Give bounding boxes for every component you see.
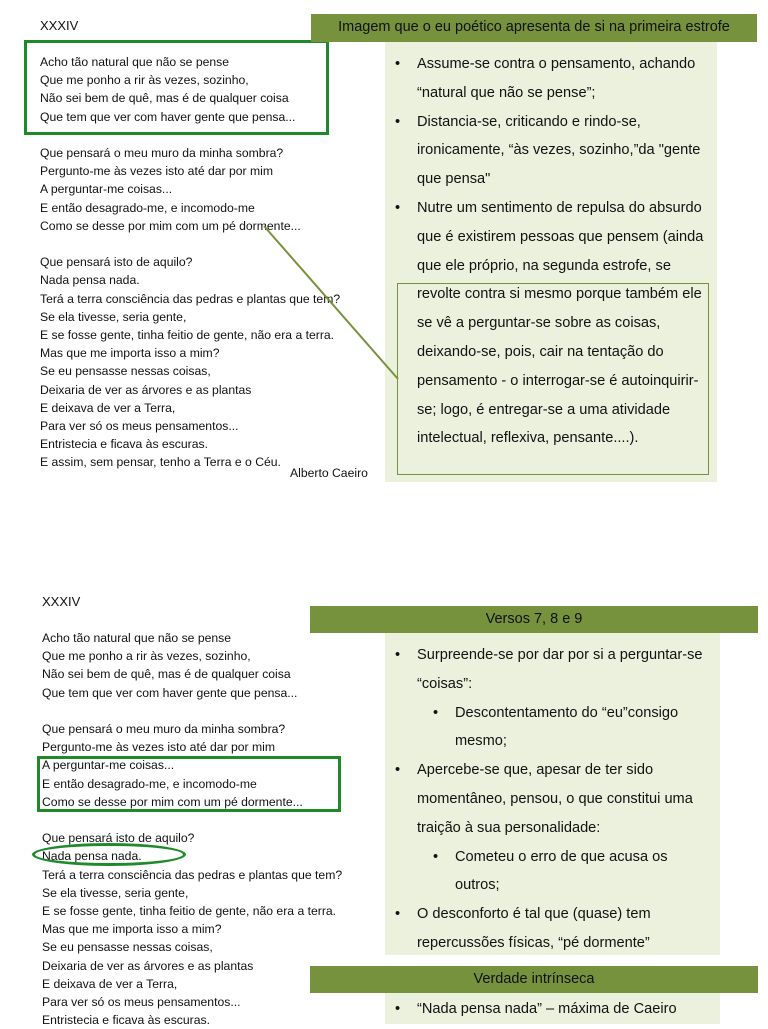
header-bar-verses: Versos 7, 8 e 9: [310, 606, 758, 633]
bullet-item: • Descontentamento do “eu”consigo mesmo;: [455, 699, 710, 757]
bullet-item: • Apercebe-se que, apesar de ter sido momentâneo, pensou, o que constitui uma traição à sua personalidade:: [417, 756, 710, 842]
poem-line: Deixaria de ver as árvores e as plantas: [40, 382, 252, 397]
poem-line: A perguntar-me coisas...: [40, 182, 173, 197]
poem-line: Que tem que ver com haver gente que pensa...: [42, 685, 298, 700]
sub-list-wrapper: [417, 843, 710, 901]
bullet-item: • Nutre um sentimento de repulsa do absurdo que é existirem pessoas que pensem (ainda que ele próprio, na segunda estrofe, se revolte contra si mesmo porque também ele se vê a perguntar-se sobre as coisas, deixando-se, pois, cair na tentação do pensamento - o interrogar-se é autoinquirir-se; logo, é entregar-se a uma atividade intelectual, reflexiva, pensante....).: [417, 194, 707, 453]
poem-line: Se eu pensasse nessas coisas,: [42, 940, 213, 955]
poem-line: E se fosse gente, tinha feitio de gente, não era a terra.: [40, 328, 335, 343]
verses-highlight-box: [37, 756, 341, 812]
poem-line: E então desagrado-me, e incomodo-me: [42, 776, 257, 791]
poem-line: E se fosse gente, tinha feitio de gente, não era a terra.: [42, 904, 337, 919]
poem-line: E então desagrado-me, e incomodo-me: [40, 200, 255, 215]
poem-author: Alberto Caeiro: [290, 466, 368, 480]
poem-line: Que pensará isto de aquilo?: [42, 831, 195, 846]
poem-line: Pergunto-me às vezes isto até dar por mim: [42, 740, 276, 755]
sub-list-wrapper: [417, 699, 710, 757]
stanza-gap: [42, 702, 342, 720]
poem-line: E deixava de ver a Terra,: [42, 976, 178, 991]
poem-line: E assim, sem pensar, tenho a Terra e o Céu.: [40, 455, 281, 470]
bullet-item: • “Nada pensa nada” – máxima de Caeiro: [417, 995, 710, 1024]
poem-line: Acho tão natural que não se pense: [42, 631, 232, 645]
poem-line: Pergunto-me às vezes isto até dar por mim: [40, 164, 274, 179]
poem-line: Se ela tivesse, seria gente,: [42, 885, 189, 900]
bullet-item: • O desconforto é tal que (quase) tem repercussões físicas, “pé dormente”: [417, 900, 710, 958]
poem-line: Que me ponho a rir às vezes, sozinho,: [40, 73, 249, 88]
poem-line: E deixava de ver a Terra,: [40, 400, 176, 415]
phrase-highlight-ellipse: [32, 843, 186, 866]
poem-line: Que me ponho a rir às vezes, sozinho,: [42, 649, 251, 664]
poem-line: Que pensará o meu muro da minha sombra?: [42, 722, 286, 736]
poem-line: Que tem que ver com haver gente que pensa...: [40, 109, 296, 124]
poem-line: Nada pensa nada.: [40, 273, 140, 288]
bullet-item: • Surpreende-se por dar por si a perguntar-se “coisas”:: [417, 641, 710, 699]
poem-line: Se eu pensasse nessas coisas,: [40, 364, 211, 379]
poem-line: Acho tão natural que não se pense: [40, 55, 230, 69]
poem-line: Como se desse por mim com um pé dormente...: [40, 218, 301, 233]
stanza-gap: [42, 811, 342, 829]
poem-line: Terá a terra consciência das pedras e plantas que tem?: [42, 867, 343, 882]
poem-line: Não sei bem de quê, mas é de qualquer coisa: [40, 91, 289, 106]
poem-line: Entristecia e ficava às escuras.: [42, 1013, 210, 1028]
poem-line: Que pensará o meu muro da minha sombra?: [40, 146, 284, 160]
poem-line: Terá a terra consciência das pedras e plantas que tem?: [40, 291, 341, 306]
poem-number: XXXIV: [40, 18, 79, 33]
sub-list: [417, 699, 710, 757]
analysis-panel-3: [385, 993, 720, 1024]
poem-line: Não sei bem de quê, mas é de qualquer coisa: [42, 667, 291, 682]
header-bar-intrinsic-truth: Verdade intrínseca: [310, 966, 758, 993]
poem-line: Que pensará isto de aquilo?: [40, 255, 193, 270]
poem-line: Entristecia e ficava às escuras.: [40, 437, 208, 452]
bullet-item: • Distancia-se, criticando e rindo-se, ironicamente, “às vezes, sozinho,”da "gente que pensa": [417, 108, 707, 194]
poem-line: Deixaria de ver as árvores e as plantas: [42, 958, 254, 973]
poem-number: XXXIV: [42, 594, 81, 609]
bullet-item: • Cometeu o erro de que acusa os outros;: [455, 843, 710, 901]
poem-text: [42, 629, 342, 1029]
header-bar-first-stanza: Imagem que o eu poético apresenta de si na primeira estrofe: [311, 14, 757, 42]
poem-line: Para ver só os meus pensamentos...: [40, 419, 239, 434]
poem-line: Se ela tivesse, seria gente,: [40, 309, 187, 324]
analysis-panel-2: [385, 633, 720, 955]
bullet-item: • Assume-se contra o pensamento, achando “natural que não se pense”;: [417, 50, 707, 108]
poem-line: Para ver só os meus pensamentos...: [42, 995, 241, 1010]
poem-line: Como se desse por mim com um pé dormente...: [42, 794, 303, 809]
poem-line: Nada pensa nada.: [42, 849, 142, 864]
poem-line: Mas que me importa isso a mim?: [42, 922, 222, 937]
sub-list: [417, 843, 710, 901]
poem-line: A perguntar-me coisas...: [42, 758, 175, 773]
poem-line: Mas que me importa isso a mim?: [40, 346, 220, 361]
